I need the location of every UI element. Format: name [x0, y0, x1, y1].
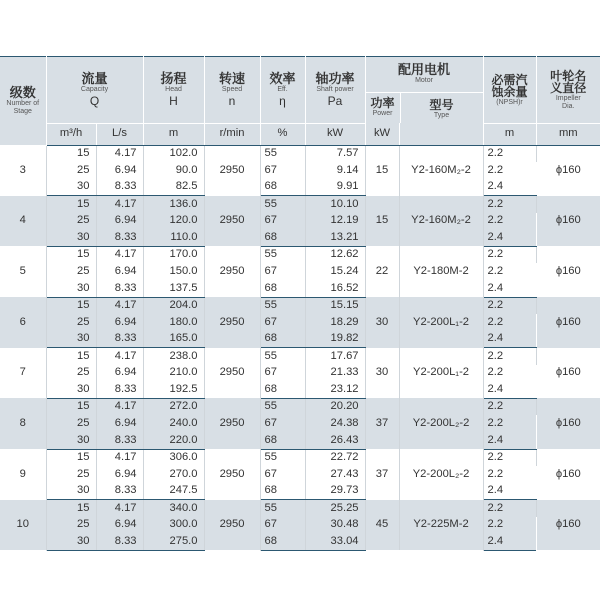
efficiency-cell: 67 [260, 162, 305, 179]
efficiency-cell: 55 [260, 196, 305, 213]
capacity-m3h-cell: 30 [46, 280, 96, 297]
shaft-power-cell: 29.73 [305, 483, 365, 500]
capacity-ls-cell: 8.33 [96, 432, 143, 449]
stage-cell: 7 [0, 348, 46, 399]
efficiency-cell: 68 [260, 533, 305, 550]
npsh-cell: 2.4 [483, 229, 536, 246]
efficiency-cell: 55 [260, 449, 305, 466]
table-row [0, 432, 600, 449]
impeller-dia-cell: ϕ160 [555, 366, 581, 379]
speed-cell: 2950 [204, 348, 260, 399]
stage-cell: 5 [0, 246, 46, 297]
head-cell: 238.0 [143, 348, 204, 365]
shaft-power-cell: 33.04 [305, 533, 365, 550]
capacity-m3h-cell: 30 [46, 381, 96, 398]
capacity-m3h-cell: 15 [46, 297, 96, 314]
head-cell: 204.0 [143, 297, 204, 314]
efficiency-cell: 68 [260, 280, 305, 297]
table-row [0, 517, 600, 534]
npsh-cell: 2.2 [483, 415, 536, 432]
shaft-power-cell: 15.24 [305, 263, 365, 280]
shaft-power-cell: 9.14 [305, 162, 365, 179]
capacity-m3h-cell: 30 [46, 533, 96, 550]
head-cell: 340.0 [143, 500, 204, 517]
header-motor-type: 型号 Type [429, 98, 454, 119]
capacity-ls-cell: 6.94 [96, 517, 143, 534]
capacity-ls-cell: 4.17 [96, 500, 143, 517]
stage-cell: 6 [0, 297, 46, 348]
capacity-ls-cell: 4.17 [96, 348, 143, 365]
motor-power-cell: 30 [365, 348, 399, 399]
capacity-ls-cell: 6.94 [96, 415, 143, 432]
table-row [0, 229, 600, 246]
table-row [0, 297, 600, 314]
head-cell: 82.5 [143, 179, 204, 196]
shaft-power-cell: 9.91 [305, 179, 365, 196]
npsh-cell: 2.4 [483, 381, 536, 398]
motor-power-cell: 45 [365, 500, 399, 551]
npsh-cell: 2.2 [487, 265, 504, 278]
head-cell: 102.0 [143, 145, 204, 162]
head-cell: 192.5 [143, 381, 204, 398]
efficiency-cell: 68 [260, 381, 305, 398]
capacity-ls-cell: 6.94 [96, 213, 143, 230]
unit-motor-type [399, 123, 483, 145]
head-cell: 220.0 [143, 432, 204, 449]
table-body [0, 145, 600, 550]
efficiency-cell: 55 [260, 297, 305, 314]
shaft-power-cell: 26.43 [305, 432, 365, 449]
impeller-dia-cell: ϕ160 [536, 196, 600, 247]
capacity-m3h-cell: 15 [46, 145, 96, 162]
stage-cell: 4 [0, 196, 46, 247]
head-cell: 306.0 [143, 449, 204, 466]
motor-power-cell: 37 [365, 398, 399, 449]
motor-power-cell: 37 [365, 449, 399, 500]
capacity-m3h-cell: 30 [46, 229, 96, 246]
capacity-ls-cell: 8.33 [96, 229, 143, 246]
capacity-ls-cell: 8.33 [96, 280, 143, 297]
head-cell: 247.5 [143, 483, 204, 500]
header-stage: 级数 Number of Stage [0, 57, 46, 146]
shaft-power-cell: 10.10 [305, 196, 365, 213]
table-row [0, 348, 600, 365]
motor-power-cell: 22 [365, 246, 399, 297]
npsh-cell: 2.2 [483, 449, 536, 466]
unit-motor-power: kW [365, 123, 399, 145]
capacity-m3h-cell: 15 [46, 398, 96, 415]
shaft-power-cell: 30.48 [305, 517, 365, 534]
capacity-ls-cell: 8.33 [96, 483, 143, 500]
impeller-dia-cell: ϕ160 [555, 163, 581, 176]
table-row [0, 179, 600, 196]
speed-cell: 2950 [204, 145, 260, 196]
head-cell: 137.5 [143, 280, 204, 297]
capacity-m3h-cell: 25 [46, 263, 96, 280]
efficiency-cell: 67 [260, 213, 305, 230]
unit-speed: r/min [204, 123, 260, 145]
header-head: 扬程 Head H [143, 57, 204, 124]
npsh-cell: 2.4 [483, 483, 536, 500]
shaft-power-cell: 17.67 [305, 348, 365, 365]
capacity-ls-cell: 4.17 [96, 145, 143, 162]
unit-capacity-m3h: m³/h [46, 123, 96, 145]
header-npsh: 必需汽 蚀余量 (NPSH)r [483, 57, 536, 124]
speed-cell: 2950 [204, 449, 260, 500]
npsh-cell: 2.2 [483, 145, 536, 162]
npsh-cell: 2.2 [483, 196, 536, 213]
table-row [0, 398, 600, 415]
capacity-ls-cell: 4.17 [96, 297, 143, 314]
table-row [0, 415, 600, 432]
header-motor-power: 功率 Power [366, 93, 401, 123]
stage-cell: 9 [0, 449, 46, 500]
capacity-ls-cell: 6.94 [96, 263, 143, 280]
unit-shaft-power: kW [305, 123, 365, 145]
table-row [0, 483, 600, 500]
capacity-m3h-cell: 25 [46, 365, 96, 382]
impeller-dia-cell: ϕ160 [555, 265, 581, 278]
capacity-m3h-cell: 30 [46, 483, 96, 500]
table-row [0, 381, 600, 398]
motor-type-cell: Y2-200L₁-2 [399, 297, 483, 348]
efficiency-cell: 67 [260, 415, 305, 432]
motor-power-cell: 15 [365, 196, 399, 247]
motor-type-cell: Y2-180M-2 [399, 246, 483, 297]
shaft-power-cell: 7.57 [305, 145, 365, 162]
shaft-power-cell: 23.12 [305, 381, 365, 398]
shaft-power-cell: 25.25 [305, 500, 365, 517]
unit-head: m [143, 123, 204, 145]
head-cell: 150.0 [143, 263, 204, 280]
efficiency-cell: 67 [260, 314, 305, 331]
capacity-ls-cell: 6.94 [96, 314, 143, 331]
npsh-cell: 2.2 [483, 246, 536, 263]
capacity-ls-cell: 4.17 [96, 196, 143, 213]
capacity-m3h-cell: 30 [46, 432, 96, 449]
shaft-power-cell: 15.15 [305, 297, 365, 314]
shaft-power-cell: 12.19 [305, 213, 365, 230]
motor-type-cell: Y2-160M₂-2 [399, 145, 483, 196]
capacity-m3h-cell: 25 [46, 213, 96, 230]
unit-npsh: m [483, 123, 536, 145]
table-row [0, 162, 600, 179]
capacity-ls-cell: 6.94 [96, 466, 143, 483]
table-row [0, 365, 600, 382]
capacity-m3h-cell: 25 [46, 314, 96, 331]
capacity-ls-cell: 8.33 [96, 331, 143, 348]
efficiency-cell: 68 [260, 483, 305, 500]
npsh-cell: 2.2 [483, 500, 536, 517]
table-row [0, 331, 600, 348]
capacity-ls-cell: 6.94 [96, 365, 143, 382]
impeller-dia-cell: ϕ160 [536, 398, 600, 449]
npsh-cell: 2.2 [483, 314, 536, 331]
table-row [0, 314, 600, 331]
impeller-dia-cell: ϕ160 [536, 297, 600, 348]
npsh-cell: 2.4 [483, 432, 536, 449]
head-cell: 110.0 [143, 229, 204, 246]
table-row [0, 466, 600, 483]
table-row [0, 263, 600, 280]
capacity-m3h-cell: 15 [46, 246, 96, 263]
head-cell: 270.0 [143, 466, 204, 483]
capacity-ls-cell: 8.33 [96, 381, 143, 398]
capacity-m3h-cell: 25 [46, 517, 96, 534]
table-row [0, 533, 600, 550]
header-efficiency: 效率 Eff. η [260, 57, 305, 124]
head-cell: 120.0 [143, 213, 204, 230]
capacity-ls-cell: 8.33 [96, 533, 143, 550]
head-cell: 272.0 [143, 398, 204, 415]
npsh-cell: 2.2 [487, 366, 504, 379]
unit-impeller: mm [536, 123, 600, 145]
npsh-cell: 2.2 [483, 213, 536, 230]
npsh-cell: 2.2 [483, 348, 536, 365]
table-row [0, 500, 600, 517]
motor-power-cell: 30 [365, 297, 399, 348]
capacity-ls-cell: 4.17 [96, 246, 143, 263]
npsh-cell: 2.2 [487, 467, 504, 480]
stage-cell: 3 [0, 145, 46, 196]
impeller-dia-cell: ϕ160 [536, 500, 600, 551]
stage-cell: 10 [0, 500, 46, 551]
capacity-m3h-cell: 25 [46, 162, 96, 179]
efficiency-cell: 68 [260, 179, 305, 196]
head-cell: 170.0 [143, 246, 204, 263]
motor-type-cell: Y2-200L₁-2 [399, 348, 483, 399]
speed-cell: 2950 [204, 398, 260, 449]
efficiency-cell: 55 [260, 398, 305, 415]
npsh-cell: 2.2 [483, 517, 536, 534]
shaft-power-cell: 22.72 [305, 449, 365, 466]
unit-efficiency: % [260, 123, 305, 145]
shaft-power-cell: 27.43 [305, 466, 365, 483]
capacity-m3h-cell: 25 [46, 415, 96, 432]
table-row [0, 145, 600, 162]
capacity-m3h-cell: 15 [46, 196, 96, 213]
npsh-cell: 2.4 [483, 331, 536, 348]
efficiency-cell: 68 [260, 229, 305, 246]
efficiency-cell: 67 [260, 466, 305, 483]
capacity-m3h-cell: 15 [46, 348, 96, 365]
head-cell: 136.0 [143, 196, 204, 213]
npsh-cell: 2.4 [483, 280, 536, 297]
efficiency-cell: 67 [260, 263, 305, 280]
table-row [0, 213, 600, 230]
efficiency-cell: 67 [260, 517, 305, 534]
head-cell: 300.0 [143, 517, 204, 534]
head-cell: 240.0 [143, 415, 204, 432]
npsh-cell: 2.2 [483, 297, 536, 314]
header-speed: 转速 Speed n [204, 57, 260, 124]
head-cell: 90.0 [143, 162, 204, 179]
efficiency-cell: 55 [260, 145, 305, 162]
capacity-ls-cell: 4.17 [96, 398, 143, 415]
capacity-ls-cell: 4.17 [96, 449, 143, 466]
pump-spec-table [0, 56, 600, 551]
motor-power-cell: 15 [365, 145, 399, 196]
motor-type-cell: Y2-200L₂-2 [399, 398, 483, 449]
table-row [0, 196, 600, 213]
shaft-power-cell: 19.82 [305, 331, 365, 348]
capacity-m3h-cell: 30 [46, 179, 96, 196]
shaft-power-cell: 18.29 [305, 314, 365, 331]
head-cell: 275.0 [143, 533, 204, 550]
head-cell: 180.0 [143, 314, 204, 331]
npsh-cell: 2.4 [483, 533, 536, 550]
head-cell: 165.0 [143, 331, 204, 348]
npsh-cell: 2.4 [483, 179, 536, 196]
table-row [0, 280, 600, 297]
capacity-m3h-cell: 15 [46, 500, 96, 517]
header-shaft-power: 轴功率 Shaft power Pa [305, 57, 365, 124]
speed-cell: 2950 [204, 196, 260, 247]
shaft-power-cell: 13.21 [305, 229, 365, 246]
head-cell: 210.0 [143, 365, 204, 382]
capacity-ls-cell: 8.33 [96, 179, 143, 196]
shaft-power-cell: 16.52 [305, 280, 365, 297]
efficiency-cell: 67 [260, 365, 305, 382]
shaft-power-cell: 21.33 [305, 365, 365, 382]
speed-cell: 2950 [204, 500, 260, 551]
npsh-cell: 2.2 [487, 163, 504, 176]
efficiency-cell: 55 [260, 246, 305, 263]
shaft-power-cell: 12.62 [305, 246, 365, 263]
capacity-m3h-cell: 15 [46, 449, 96, 466]
header-motor: 配用电机 Motor 功率 Power 型号 Type [365, 57, 483, 124]
unit-capacity-ls: L/s [96, 123, 143, 145]
capacity-m3h-cell: 25 [46, 466, 96, 483]
table-row [0, 449, 600, 466]
table-row [0, 246, 600, 263]
efficiency-cell: 55 [260, 348, 305, 365]
npsh-cell: 2.2 [483, 398, 536, 415]
header-impeller: 叶轮名 义直径 Impeller Dia. [536, 57, 600, 124]
efficiency-cell: 68 [260, 432, 305, 449]
speed-cell: 2950 [204, 297, 260, 348]
shaft-power-cell: 24.38 [305, 415, 365, 432]
capacity-ls-cell: 6.94 [96, 162, 143, 179]
motor-type-cell: Y2-225M-2 [399, 500, 483, 551]
efficiency-cell: 55 [260, 500, 305, 517]
motor-type-cell: Y2-160M₂-2 [399, 196, 483, 247]
efficiency-cell: 68 [260, 331, 305, 348]
capacity-m3h-cell: 30 [46, 331, 96, 348]
header-capacity: 流量 Capacity Q [46, 57, 143, 124]
stage-cell: 8 [0, 398, 46, 449]
shaft-power-cell: 20.20 [305, 398, 365, 415]
motor-type-cell: Y2-200L₂-2 [399, 449, 483, 500]
impeller-dia-cell: ϕ160 [555, 467, 581, 480]
speed-cell: 2950 [204, 246, 260, 297]
